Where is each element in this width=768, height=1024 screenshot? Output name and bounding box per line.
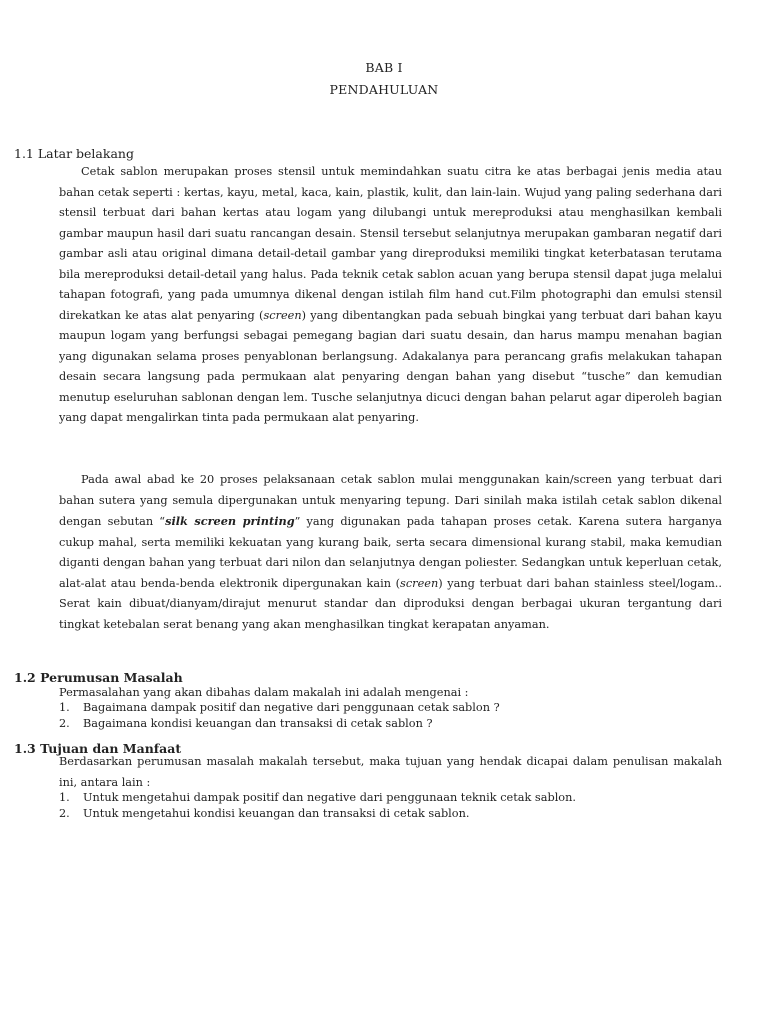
chapter-title: PENDAHULUAN (329, 82, 439, 97)
paragraph-text: Pada awal abad ke 20 proses pelaksanaan cetak sablon mulai menggunakan kain/screen yang terbuat dari bahan sutera yang semula dipergunakan untuk menyaring tepung. Dari sinilah maka istilah cetak sablon dikenal dengan sebutan “ (59, 473, 722, 528)
perumusan-intro: Permasalahan yang akan dibahas dalam makalah ini adalah mengenai : (59, 686, 469, 699)
italic-term: screen (263, 308, 302, 322)
list-item (59, 700, 722, 716)
bold-italic-term: silk screen printing (165, 514, 295, 528)
paragraph-latar-belakang-2 (59, 470, 722, 635)
list-text: Bagaimana dampak positif dan negative dari penggunaan cetak sablon ? (83, 701, 500, 714)
list-text: Untuk mengetahui dampak positif dan negative dari penggunaan teknik cetak sablon. (83, 791, 576, 804)
list-item (59, 716, 722, 732)
section-heading-latar-belakang: 1.1 Latar belakang (14, 146, 134, 161)
paragraph-text: Cetak sablon merupakan proses stensil untuk memindahkan suatu citra ke atas berbagai jenis media atau bahan cetak seperti : kertas, kayu, metal, kaca, kain, plastik, kulit, dan lain-lain. Wujud yang paling sederhana dari stensil terbuat dari bahan kertas atau logam yang dilubangi untuk mereproduksi atau menghasilkan kembali gambar maupun hasil dari suatu rancangan desain. Stensil tersebut selanjutnya merupakan gambaran negatif dari gambar asli atau original dimana detail-detail gambar yang direproduksi memiliki tingkat keterbatasan terutama bila mereproduksi detail-detail yang halus. Pada teknik cetak sablon acuan yang berupa stensil dapat juga melalui tahapan fotografi, yang pada umumnya dikenal dengan istilah film hand cut.Film photographi dan emulsi stensil direkatkan ke atas alat penyaring ( (59, 165, 722, 322)
section-heading-tujuan-manfaat: 1.3 Tujuan dan Manfaat (14, 741, 182, 756)
paragraph-text: ) yang terbuat dari bahan stainless steel/logam.. Serat kain dibuat/dianyam/dirajut menurut standar dan diproduksi dengan berbagai ukuran tergantung dari tingkat ketebalan serat benang yang akan menghasilkan tingkat kerapatan anyaman. (59, 576, 722, 631)
chapter-label: BAB I (365, 60, 403, 75)
list-item (59, 806, 722, 822)
list-number: 1. (59, 701, 70, 714)
perumusan-list (59, 700, 722, 731)
tujuan-intro: Berdasarkan perumusan masalah makalah tersebut, maka tujuan yang hendak dicapai dalam penulisan makalah ini, antara lain : (59, 755, 722, 789)
list-text: Bagaimana kondisi keuangan dan transaksi di cetak sablon ? (83, 716, 433, 730)
paragraph-latar-belakang-1 (59, 162, 722, 429)
list-text: Untuk mengetahui kondisi keuangan dan transaksi di cetak sablon. (83, 806, 470, 820)
list-number: 1. (59, 791, 70, 804)
italic-term: screen (400, 576, 439, 590)
section-heading-perumusan-masalah: 1.2 Perumusan Masalah (14, 670, 183, 685)
list-item (59, 790, 722, 806)
list-number: 2. (59, 806, 70, 820)
paragraph-text: ” yang digunakan pada tahapan proses cetak. Karena sutera harganya cukup mahal, serta memiliki kekuatan yang kurang baik, serta secara dimensional kurang stabil, maka kemudian diganti dengan bahan yang terbuat dari nilon dan selanjutnya dengan poliester. Sedangkan untuk keperluan cetak, alat-alat atau benda-benda elektronik dipergunakan kain ( (59, 515, 723, 590)
list-number: 2. (59, 716, 70, 730)
paragraph-text: ) yang dibentangkan pada sebuah bingkai yang terbuat dari bahan kayu maupun logam yang berfungsi sebagai pemegang bagian dari suatu desain, dan harus mampu menahan bagian yang digunakan selama proses penyablonan berlangsung. Adakalanya para perancang grafis melakukan tahapan desain secara langsung pada permukaan alat penyaring dengan bahan yang disebut “tusche” dan kemudian menutup eseluruhan sablonan dengan lem. Tusche selanjutnya dicuci dengan bahan pelarut agar diperoleh bagian yang dapat mengalirkan tinta pada permukaan alat penyaring. (59, 308, 722, 424)
tujuan-list (59, 790, 722, 821)
